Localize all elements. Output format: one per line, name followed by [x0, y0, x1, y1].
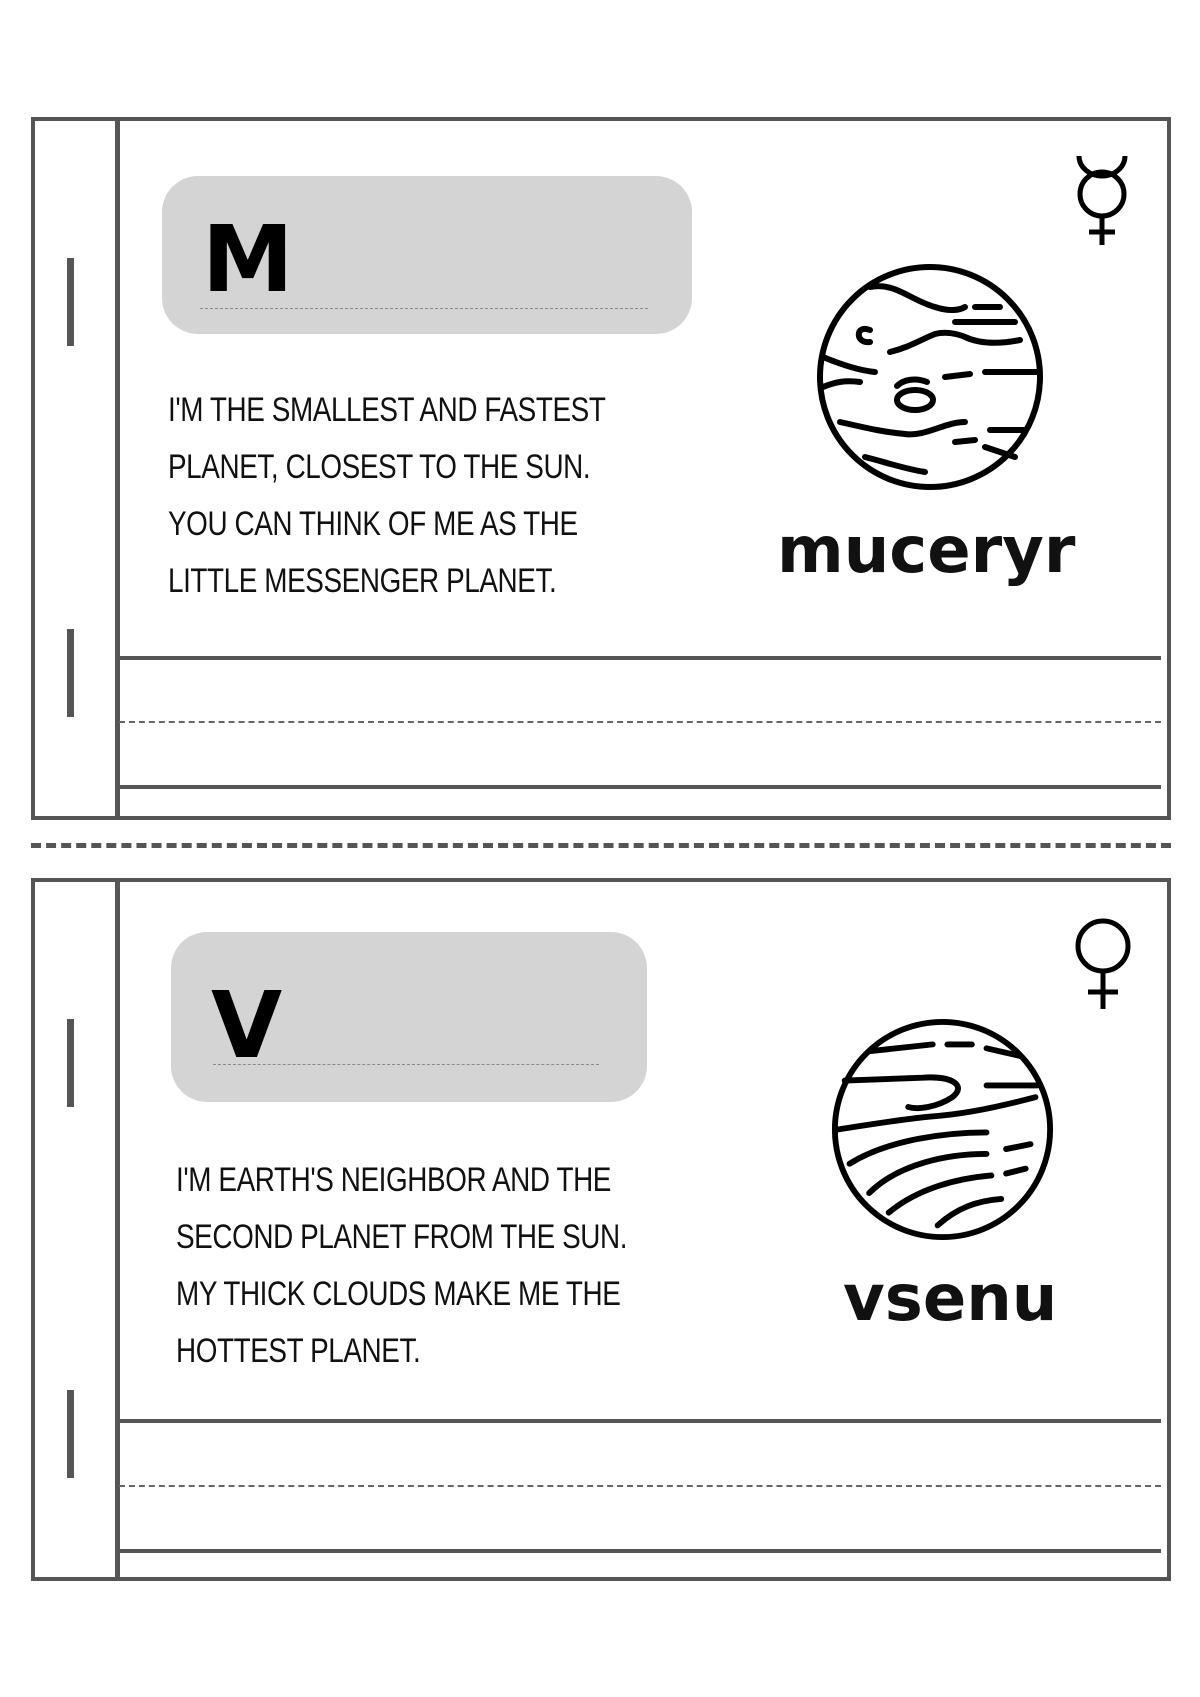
scrambled-planet-name: vsenu [843, 1262, 1058, 1336]
card-spine [115, 882, 120, 1577]
starting-letter: M [202, 206, 294, 313]
planet-card-mercury [31, 117, 1171, 820]
binding-hole [67, 629, 74, 717]
mercury-planet-icon [815, 262, 1045, 492]
letter-box [162, 176, 692, 334]
scrambled-planet-name: muceryr [777, 514, 1076, 588]
writing-line-mid [119, 1485, 1161, 1487]
binding-hole [67, 1390, 74, 1478]
letter-writing-line [213, 1064, 599, 1065]
planet-clue: I'M THE SMALLEST AND FASTEST PLANET, CLOSEST TO THE SUN. YOU CAN THINK OF ME AS THE LITTLE MESSENGER PLANET. [168, 391, 605, 600]
planet-card-venus [31, 878, 1171, 1581]
binding-hole [67, 1019, 74, 1107]
venus-symbol-icon [1068, 916, 1138, 1012]
venus-planet-icon [830, 1017, 1055, 1242]
planet-clue: I'M EARTH'S NEIGHBOR AND THE SECOND PLANET FROM THE SUN. MY THICK CLOUDS MAKE ME THE HOTTEST PLANET. [176, 1161, 628, 1370]
letter-writing-line [200, 308, 648, 309]
starting-letter: V [211, 972, 283, 1079]
writing-line-mid [119, 721, 1161, 723]
card-spine [115, 121, 120, 816]
binding-hole [67, 258, 74, 346]
writing-line-bottom [119, 1549, 1161, 1553]
writing-line-top [119, 1419, 1161, 1423]
writing-line-top [119, 656, 1161, 660]
letter-box [171, 932, 647, 1102]
mercury-symbol-icon [1067, 152, 1137, 248]
cut-line [31, 843, 1171, 848]
writing-line-bottom [119, 785, 1161, 789]
